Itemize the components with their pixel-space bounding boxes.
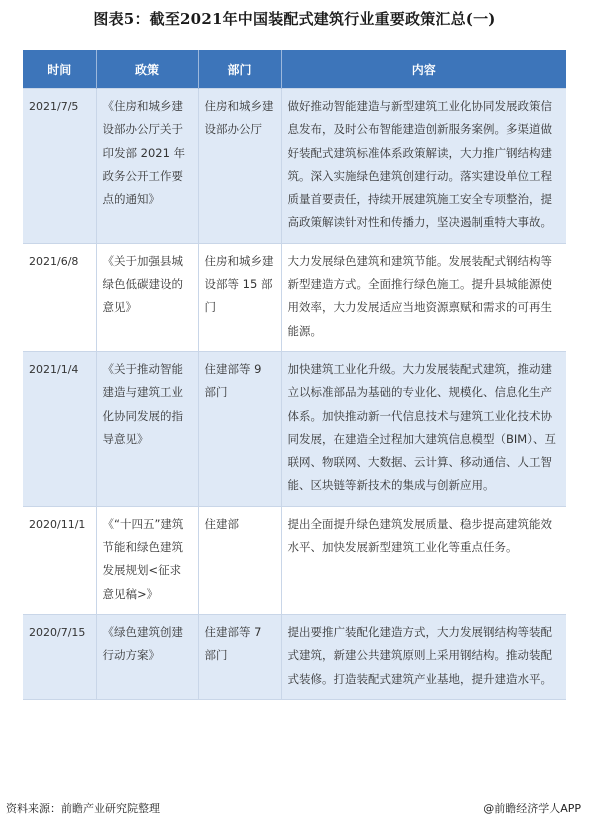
footer — [6, 800, 581, 816]
source-note: 资料来源：前瞻产业研究院整理 — [6, 802, 160, 815]
header-policy: 政策 — [96, 50, 198, 89]
table-row — [23, 351, 566, 506]
brand-credit — [483, 800, 581, 816]
table-header-row — [23, 50, 566, 89]
cell-policy: 《关于推动智能建造与建筑工业化协同发展的指导意见》 — [96, 351, 198, 506]
cell-content: 加快建筑工业化升级。大力发展装配式建筑，推动建立以标准部品为基础的专业化、规模化、信息化生产体系。加快推动新一代信息技术与建筑工业化技术协同发展，在建造全过程加大建筑信息模型（BIM）、互联网、物联网、大数据、云计算、移动通信、人工智能、区块链等新技术的集成与创新应用。 — [281, 351, 566, 506]
cell-time: 2021/6/8 — [23, 243, 96, 351]
cell-department: 住房和城乡建设部办公厅 — [198, 89, 281, 244]
cell-content: 提出要推广装配化建造方式，大力发展钢结构等装配式建筑，新建公共建筑原则上采用钢结构。推动装配式装修。打造装配式建筑产业基地，提升建造水平。 — [281, 614, 566, 699]
cell-time: 2020/11/1 — [23, 506, 96, 614]
table-row — [23, 614, 566, 699]
cell-policy: 《关于加强县城绿色低碳建设的意见》 — [96, 243, 198, 351]
cell-time: 2021/7/5 — [23, 89, 96, 244]
cell-department: 住建部 — [198, 506, 281, 614]
header-department: 部门 — [198, 50, 281, 89]
cell-content: 提出全面提升绿色建筑发展质量、稳步提高建筑能效水平、加快发展新型建筑工业化等重点任务。 — [281, 506, 566, 614]
cell-time: 2021/1/4 — [23, 351, 96, 506]
header-time: 时间 — [23, 50, 96, 89]
header-content: 内容 — [281, 50, 566, 89]
chart-title: 图表5：截至2021年中国装配式建筑行业重要政策汇总(一) — [93, 10, 496, 28]
cell-department: 住房和城乡建设部等 15 部门 — [198, 243, 281, 351]
table-row — [23, 506, 566, 614]
cell-department: 住建部等 9 部门 — [198, 351, 281, 506]
cell-policy: 《绿色建筑创建行动方案》 — [96, 614, 198, 699]
table-row — [23, 243, 566, 351]
cell-time: 2020/7/15 — [23, 614, 96, 699]
table-row — [23, 89, 566, 244]
brand-text: @前瞻经济学人APP — [483, 802, 581, 815]
cell-policy: 《住房和城乡建设部办公厅关于印发部 2021 年政务公开工作要点的通知》 — [96, 89, 198, 244]
cell-policy: 《“十四五”建筑节能和绿色建筑发展规划<征求意见稿>》 — [96, 506, 198, 614]
policy-table — [23, 50, 566, 700]
cell-department: 住建部等 7 部门 — [198, 614, 281, 699]
cell-content: 做好推动智能建造与新型建筑工业化协同发展政策信息发布，及时公布智能建造创新服务案例。多渠道做好装配式建筑标准体系政策解读，大力推广钢结构建筑。深入实施绿色建筑创建行动。落实建设单位工程质量首要责任，持续开展建筑施工安全专项整治，提高政策解读针对性和传播力，坚决遏制重特大事故。 — [281, 89, 566, 244]
cell-content: 大力发展绿色建筑和建筑节能。发展装配式钢结构等新型建造方式。全面推行绿色施工。提升县城能源使用效率，大力发展适应当地资源禀赋和需求的可再生能源。 — [281, 243, 566, 351]
